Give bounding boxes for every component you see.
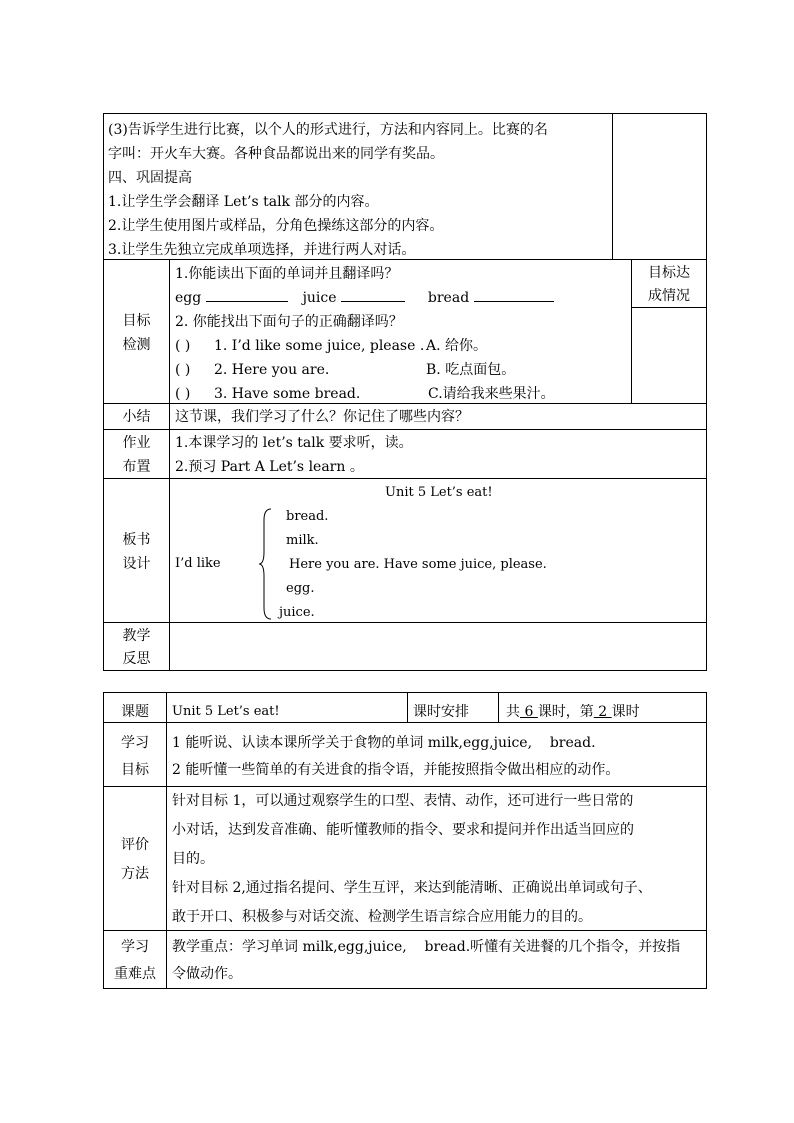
sentence: 3. Have some bread. <box>214 386 361 402</box>
process-line: 3.让学生先独立完成单项选择，并进行两人对话。 <box>108 242 416 258</box>
goal-line: 2 能听懂一些简单的有关进食的指令语，并能按照指令做出相应的动作。 <box>172 762 620 778</box>
board-item: bread. <box>286 509 329 524</box>
evaluation-line: 针对目标 1，可以通过观察学生的口型、表情、动作，还可进行一些日常的 <box>172 793 634 809</box>
board-item: milk. <box>286 533 319 548</box>
evaluation-line: 目的。 <box>172 851 214 867</box>
board-left: I’d like <box>175 556 221 571</box>
row-label: 重难点 <box>114 966 156 982</box>
keypoint-line: 令做动作。 <box>172 966 242 982</box>
option: B. 吃点面包。 <box>426 362 516 378</box>
homework-line: 1.本课学习的 let’s talk 要求听，读。 <box>175 435 413 451</box>
row-label: 小结 <box>122 409 151 425</box>
row-label: 教学 <box>122 628 151 644</box>
blank-bread[interactable] <box>474 287 554 302</box>
topic-value: Unit 5 Let’s eat! <box>172 704 280 719</box>
side-label: 成情况 <box>648 288 690 304</box>
row-label: 目标 <box>121 762 149 778</box>
goal-line: 1 能听说、认读本课所学关于食物的单词 milk,egg,juice, bread. <box>172 735 596 751</box>
row-label: 布置 <box>122 459 151 475</box>
option: C.请给我来些果汁。 <box>428 386 555 402</box>
question-1: 1.你能读出下面的单词并且翻译吗？ <box>175 266 399 282</box>
row-label: 反思 <box>122 651 151 667</box>
row-label: 板书 <box>122 532 151 548</box>
row-label: 作业 <box>122 435 151 451</box>
word-egg: egg <box>175 290 202 306</box>
row-label: 设计 <box>122 556 151 572</box>
process-line: 2.让学生使用图片或样品，分角色操练这部分的内容。 <box>108 218 444 234</box>
paren: ( ) <box>175 338 191 354</box>
board-item: egg. <box>286 581 315 596</box>
homework-line: 2.预习 Part A Let’s learn 。 <box>175 459 364 475</box>
board-item: Here you are. Have some juice, please. <box>289 557 547 572</box>
schedule-value: 共 6 课时，第 2 课时 <box>506 704 640 720</box>
schedule-label: 课时安排 <box>413 704 469 720</box>
brace-icon <box>258 508 274 620</box>
evaluation-line: 敢于开口、积极参与对话交流、检测学生语言综合应用能力的目的。 <box>172 909 592 925</box>
row-label: 方法 <box>121 866 149 882</box>
summary-text: 这节课，我们学习了什么？你记住了哪些内容？ <box>175 409 469 425</box>
word-juice: juice <box>302 290 337 306</box>
evaluation-line: 小对话，达到发音准确、能听懂教师的指令、要求和提问并作出适当回应的 <box>172 822 634 838</box>
board-title: Unit 5 Let’s eat! <box>385 485 493 500</box>
process-heading: 四、巩固提高 <box>108 170 192 186</box>
row-label: 学习 <box>121 939 149 955</box>
evaluation-line: 针对目标 2,通过指名提问、学生互评，来达到能清晰、正确说出单词或句子、 <box>172 880 652 896</box>
option: A. 给你。 <box>426 338 488 354</box>
process-line: 字叫：开火车大赛。各种食品都说出来的同学有奖品。 <box>108 146 444 162</box>
side-label: 目标达 <box>648 265 690 281</box>
word-bread: bread <box>427 290 470 306</box>
blank-juice[interactable] <box>341 287 405 302</box>
keypoint-line: 教学重点：学习单词 milk,egg,juice, bread.听懂有关进餐的几个指令，并按指 <box>172 939 681 955</box>
row-label: 学习 <box>121 735 149 751</box>
sentence: 1. I’d like some juice, please . <box>214 338 425 354</box>
question-2: 2. 你能找出下面句子的正确翻译吗？ <box>175 314 403 330</box>
row-label: 检测 <box>122 337 151 353</box>
board-item: juice. <box>279 605 315 620</box>
row-label: 目标 <box>122 313 151 329</box>
process-line: 1.让学生学会翻译 Let’s talk 部分的内容。 <box>108 194 379 210</box>
paren: ( ) <box>175 386 191 402</box>
process-line: (3)告诉学生进行比赛，以个人的形式进行，方法和内容同上。比赛的名 <box>108 122 548 138</box>
word-blanks <box>175 286 554 310</box>
row-label: 课题 <box>121 704 149 720</box>
sentence: 2. Here you are. <box>214 362 330 378</box>
paren: ( ) <box>175 362 191 378</box>
row-label: 评价 <box>121 837 149 853</box>
blank-egg[interactable] <box>206 287 288 302</box>
